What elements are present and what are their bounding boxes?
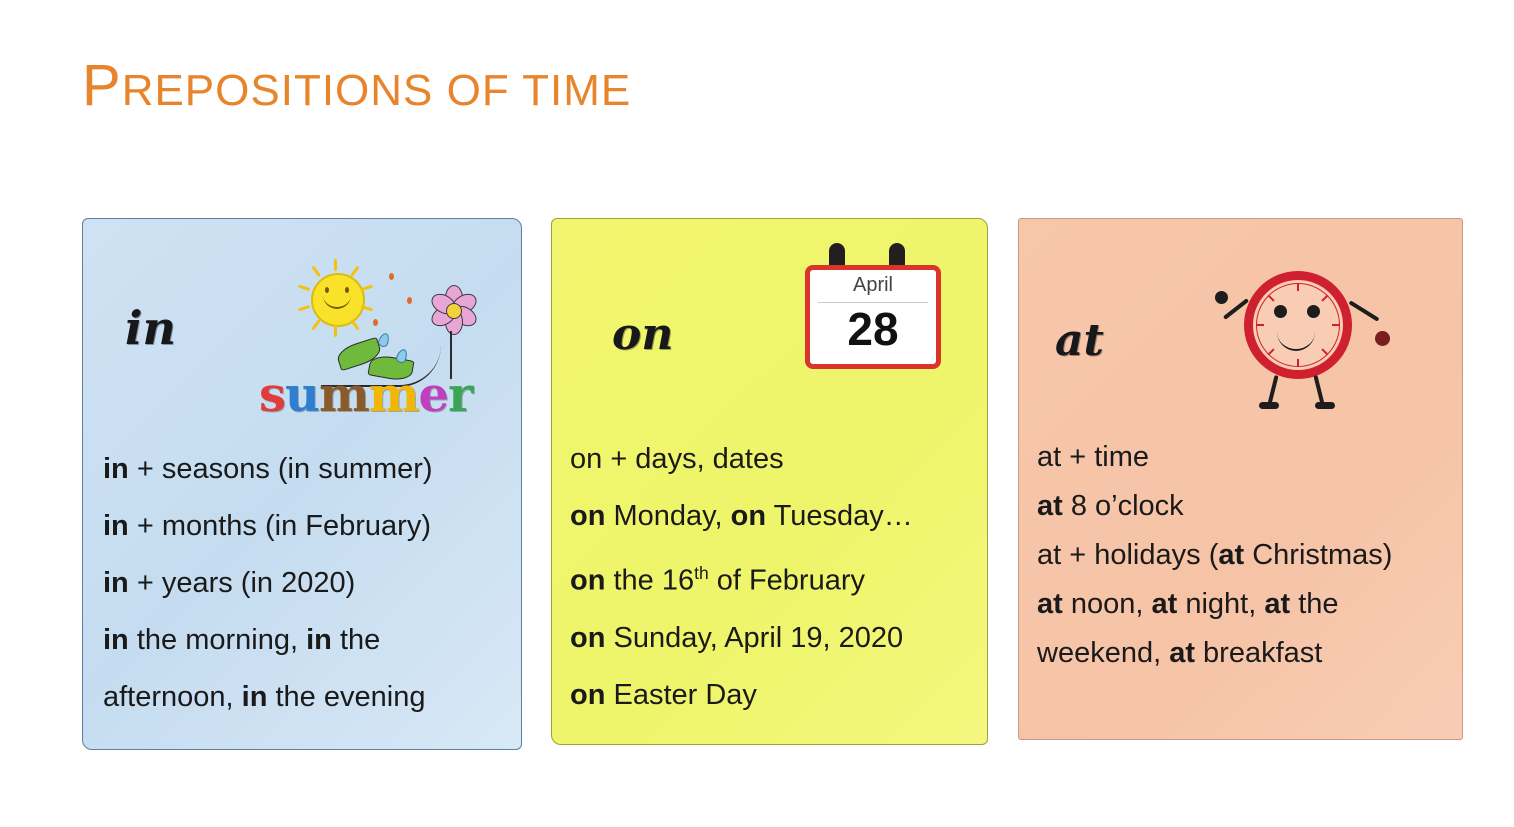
text-line: on the 16th of February	[570, 563, 865, 597]
card-on-text	[570, 431, 973, 724]
clock-hand-left	[1215, 291, 1228, 304]
text-line: weekend, at breakfast	[1037, 637, 1323, 669]
calendar-day: 28	[847, 303, 899, 355]
sun-eye-right	[345, 287, 349, 293]
calendar-month: April	[852, 274, 893, 296]
text-line: on Sunday, April 19, 2020	[570, 621, 904, 654]
sun-ray	[311, 266, 320, 277]
clock-foot-left	[1259, 402, 1279, 409]
clock-hand-right	[1375, 331, 1390, 346]
sun-ray	[361, 285, 373, 292]
clock-leg-left	[1267, 375, 1278, 405]
card-at	[1018, 218, 1463, 740]
clock-tick	[1297, 359, 1299, 367]
card-at-header	[1019, 219, 1462, 434]
preposition-at-label: at	[1055, 315, 1104, 366]
sun-ray	[298, 305, 310, 312]
preposition-in-label: in	[125, 301, 176, 355]
card-in-text	[103, 441, 507, 726]
sun-ray	[350, 266, 359, 277]
text-line: in + months (in February)	[103, 510, 431, 542]
card-on-header	[552, 219, 987, 434]
text-line: at 8 o’clock	[1037, 490, 1184, 522]
flower-icon	[426, 283, 480, 337]
calendar-icon	[805, 243, 945, 371]
decor-dot	[407, 297, 412, 304]
page-title-first-letter: P	[82, 53, 122, 118]
clock-eye-right	[1307, 305, 1320, 318]
text-line: afternoon, in the evening	[103, 681, 426, 713]
clock-foot-right	[1315, 402, 1335, 409]
clock-tick	[1332, 324, 1340, 326]
summer-drawing	[251, 259, 486, 434]
sun-ray	[311, 319, 320, 330]
sun-ray	[334, 325, 337, 337]
clock-tick	[1256, 324, 1264, 326]
text-line: in + seasons (in summer)	[103, 453, 433, 485]
text-line: at noon, at night, at the	[1037, 588, 1339, 620]
text-line: in the morning, in the	[103, 624, 381, 656]
page-title	[82, 52, 631, 119]
preposition-on-label: on	[612, 309, 674, 360]
page-title-rest: REPOSITIONS OF TIME	[121, 66, 632, 115]
text-line: in + years (in 2020)	[103, 567, 356, 599]
decor-dot	[389, 273, 394, 280]
card-in-header	[83, 219, 521, 434]
sun-ray	[334, 259, 337, 271]
text-line: on Easter Day	[570, 678, 757, 711]
calendar-body	[805, 265, 941, 369]
flower-center	[446, 303, 462, 319]
text-line: at + time	[1037, 441, 1150, 473]
clock-arm-right	[1349, 300, 1380, 321]
card-at-text	[1037, 433, 1448, 678]
text-line: on + days, dates	[570, 443, 784, 475]
decor-dot	[373, 319, 378, 326]
card-in	[82, 218, 522, 750]
clock-eye-left	[1274, 305, 1287, 318]
text-line: on Monday, on Tuesday…	[570, 500, 913, 532]
summer-caption: summer	[259, 367, 473, 423]
sun-ray	[298, 285, 310, 292]
cards-container	[0, 218, 1514, 753]
text-line: at + holidays (at Christmas)	[1037, 539, 1393, 571]
clock-leg-right	[1313, 375, 1324, 405]
alarm-clock-character-icon	[1199, 247, 1409, 433]
sun-eye-left	[325, 287, 329, 293]
card-on	[551, 218, 988, 745]
clock-tick	[1297, 283, 1299, 291]
